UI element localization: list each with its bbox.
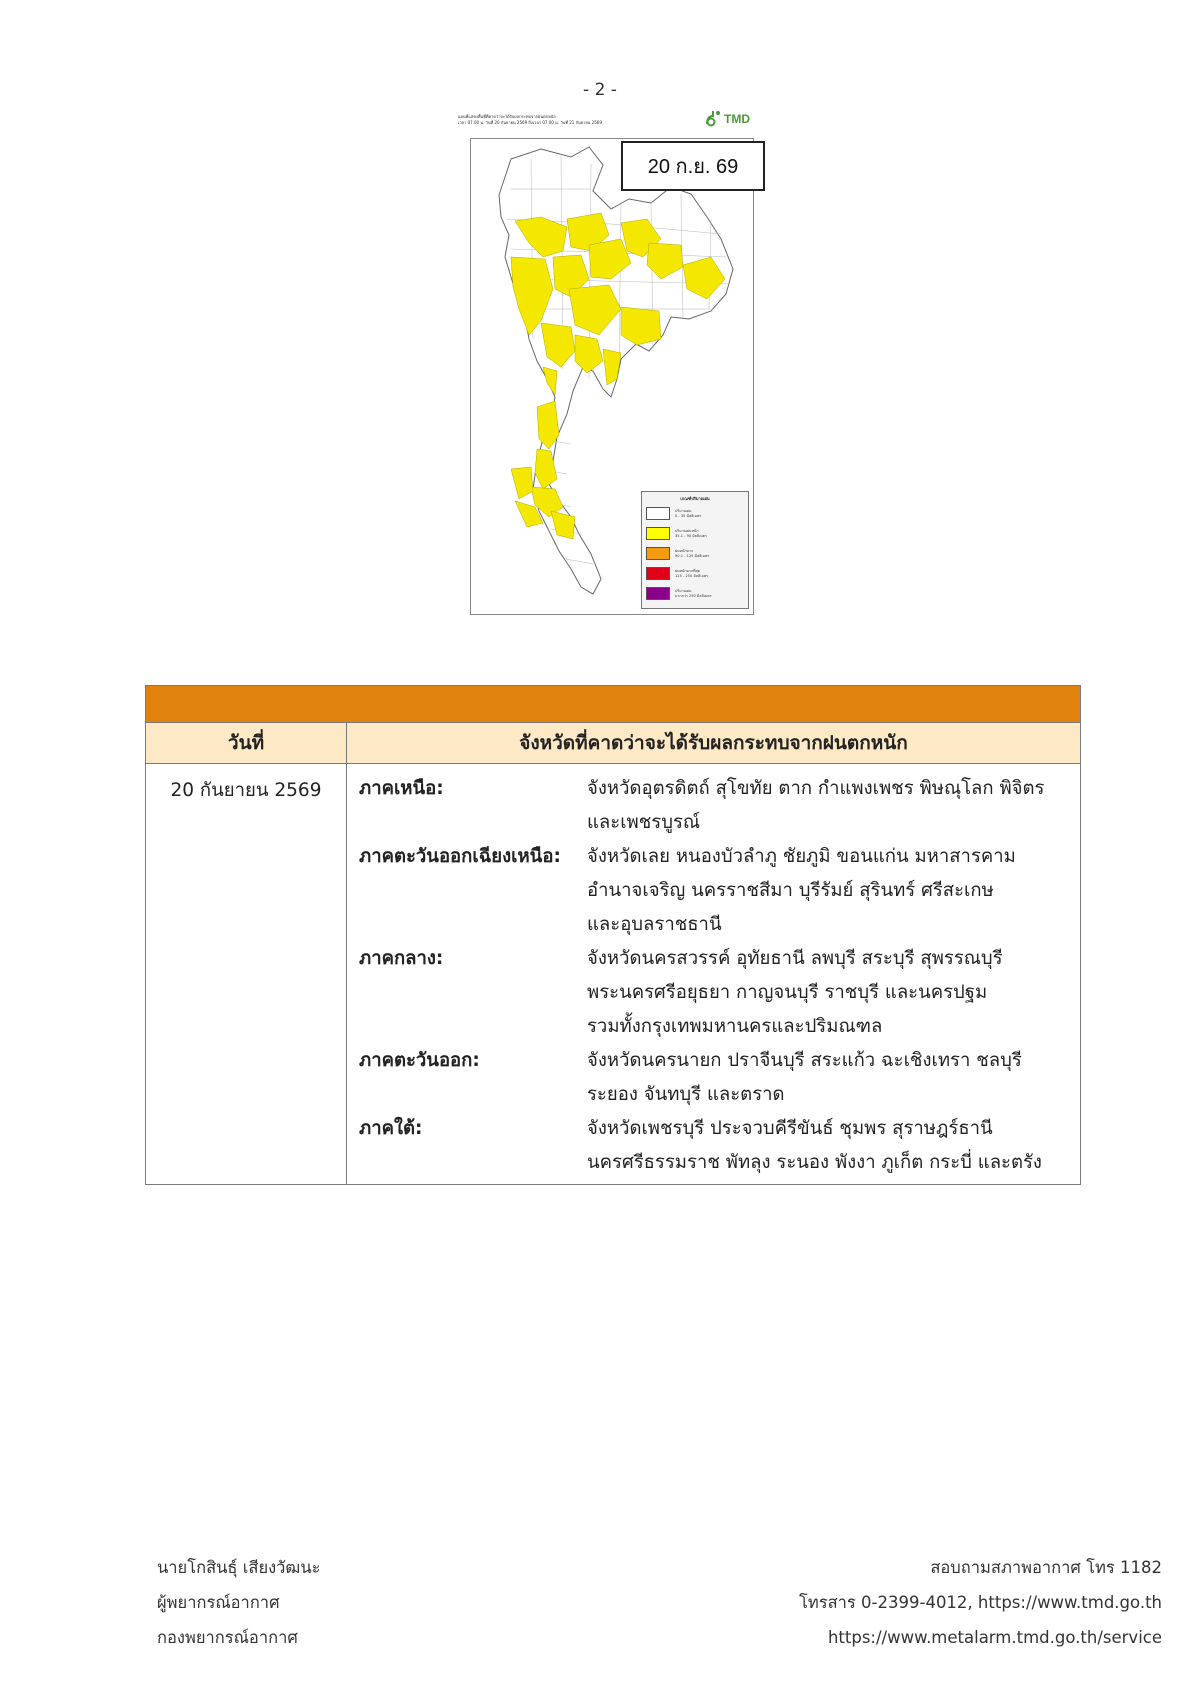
header-provinces: จังหวัดที่คาดว่าจะได้รับผลกระทบจากฝนตกหนัก: [347, 723, 1081, 764]
legend-label: ปริมาณฝน: [675, 508, 692, 513]
legend-range: 35.1 - 90 มิลลิเมตร: [675, 533, 707, 538]
legend-range: 0 - 35 มิลลิเมตร: [675, 513, 702, 518]
region-name: ภาคใต้:: [359, 1118, 423, 1139]
province-line: จังหวัดนครนายก ปราจีนบุรี สระแก้ว ฉะเชิงเทรา ชลบุรี: [587, 1050, 1022, 1071]
legend-item: [646, 565, 744, 582]
regions-cell: [347, 764, 1081, 1185]
table-header-row: [146, 723, 1081, 764]
contact-phone: สอบถามสภาพอากาศ โทร 1182: [930, 1558, 1162, 1577]
table-title-bar: [146, 686, 1081, 723]
forecast-table: [145, 685, 1081, 1185]
province-line: จังหวัดอุตรดิตถ์ สุโขทัย ตาก กำแพงเพชร พิษณุโลก พิจิตร: [587, 778, 1045, 799]
legend-swatch: [646, 587, 670, 600]
region-south: [359, 1112, 1074, 1180]
forecast-date: 20 กันยายน 2569: [146, 764, 347, 1185]
legend-item: [646, 505, 744, 522]
map-subtitle: เวลา 07.00 น. วันที่ 20 กันยายน 2569 ถึงเวลา 07.00 น. วันที่ 21 กันยายน 2569: [458, 120, 602, 125]
forecaster-division: กองพยากรณ์อากาศ: [157, 1628, 298, 1647]
legend-label: ฝนหนักมากที่สุด: [675, 568, 701, 573]
forecaster-name: นายโกสินธุ์ เสียงวัฒนะ: [157, 1558, 321, 1577]
region-name: ภาคตะวันออก:: [359, 1050, 480, 1071]
legend-title: เกณฑ์ปริมาณฝน: [680, 496, 710, 501]
region-provinces: [587, 840, 1074, 942]
map-title: แผนที่แสดงพื้นที่ที่คาดว่าจะได้รับผลกระทบจากฝนตกหนัก: [458, 114, 556, 119]
footer-contact: [799, 1550, 1162, 1655]
legend-item: [646, 585, 744, 602]
region-provinces: [587, 1112, 1074, 1180]
tmd-logo-icon: [704, 108, 722, 128]
legend-label: ปริมาณฝนหนัก: [675, 528, 699, 533]
legend-range: มากกว่า 250 มิลลิเมตร: [675, 593, 712, 598]
forecaster-title: ผู้พยากรณ์อากาศ: [157, 1593, 280, 1612]
legend-swatch: [646, 507, 670, 520]
region-name: ภาคตะวันออกเฉียงเหนือ:: [359, 846, 561, 867]
region-provinces: [587, 1044, 1074, 1112]
map-frame: [470, 138, 754, 615]
legend-range: 125 - 250 มิลลิเมตร: [675, 573, 709, 578]
legend-swatch: [646, 567, 670, 580]
table-row: [146, 764, 1081, 1185]
rain-forecast-map: [458, 108, 758, 618]
tmd-logo-text: TMD: [724, 112, 750, 126]
province-line: จังหวัดเพชรบุรี ประจวบคีรีขันธ์ ชุมพร สุราษฎร์ธานี: [587, 1118, 993, 1139]
legend-range: 90.1 - 125 มิลลิเมตร: [675, 553, 710, 558]
region-central: [359, 942, 1074, 1044]
province-line: นครศรีธรรมราช พัทลุง ระนอง พังงา ภูเก็ต กระบี่ และตรัง: [587, 1152, 1042, 1173]
legend-item: [646, 545, 744, 562]
province-line: จังหวัดเลย หนองบัวลำภู ชัยภูมิ ขอนแก่น มหาสารคาม: [587, 846, 1016, 867]
region-northeast: [359, 840, 1074, 942]
legend-item: [646, 525, 744, 542]
contact-service-link: https://www.metalarm.tmd.go.th/service: [827, 1628, 1162, 1647]
contact-fax-website: โทรสาร 0-2399-4012, https://www.tmd.go.th: [799, 1593, 1162, 1612]
province-line: และเพชรบูรณ์: [587, 812, 701, 833]
region-name: ภาคกลาง:: [359, 948, 444, 969]
province-line: ระยอง จันทบุรี และตราด: [587, 1084, 785, 1105]
legend-swatch: [646, 527, 670, 540]
map-date-label: 20 ก.ย. 69: [621, 141, 765, 191]
province-line: และอุบลราชธานี: [587, 914, 722, 935]
region-provinces: [587, 942, 1074, 1044]
region-east: [359, 1044, 1074, 1112]
province-line: พระนครศรีอยุธยา กาญจนบุรี ราชบุรี และนครปฐม: [587, 982, 988, 1003]
footer-signature: [157, 1550, 320, 1655]
legend-swatch: [646, 547, 670, 560]
page-number: - 2 -: [583, 80, 617, 100]
map-header: [458, 108, 758, 138]
province-line: รวมทั้งกรุงเทพมหานครและปริมณฑล: [587, 1016, 883, 1037]
legend-label: ฝนหนักมาก: [675, 548, 694, 553]
province-line: จังหวัดนครสวรรค์ อุทัยธานี ลพบุรี สระบุรี สุพรรณบุรี: [587, 948, 1003, 969]
map-legend: [641, 491, 749, 609]
region-provinces: [587, 772, 1074, 840]
legend-label: ปริมาณฝน: [675, 588, 692, 593]
province-line: อำนาจเจริญ นครราชสีมา บุรีรัมย์ สุรินทร์ ศรีสะเกษ: [587, 880, 994, 901]
region-north: [359, 772, 1074, 840]
region-name: ภาคเหนือ:: [359, 778, 444, 799]
header-date: วันที่: [146, 723, 347, 764]
